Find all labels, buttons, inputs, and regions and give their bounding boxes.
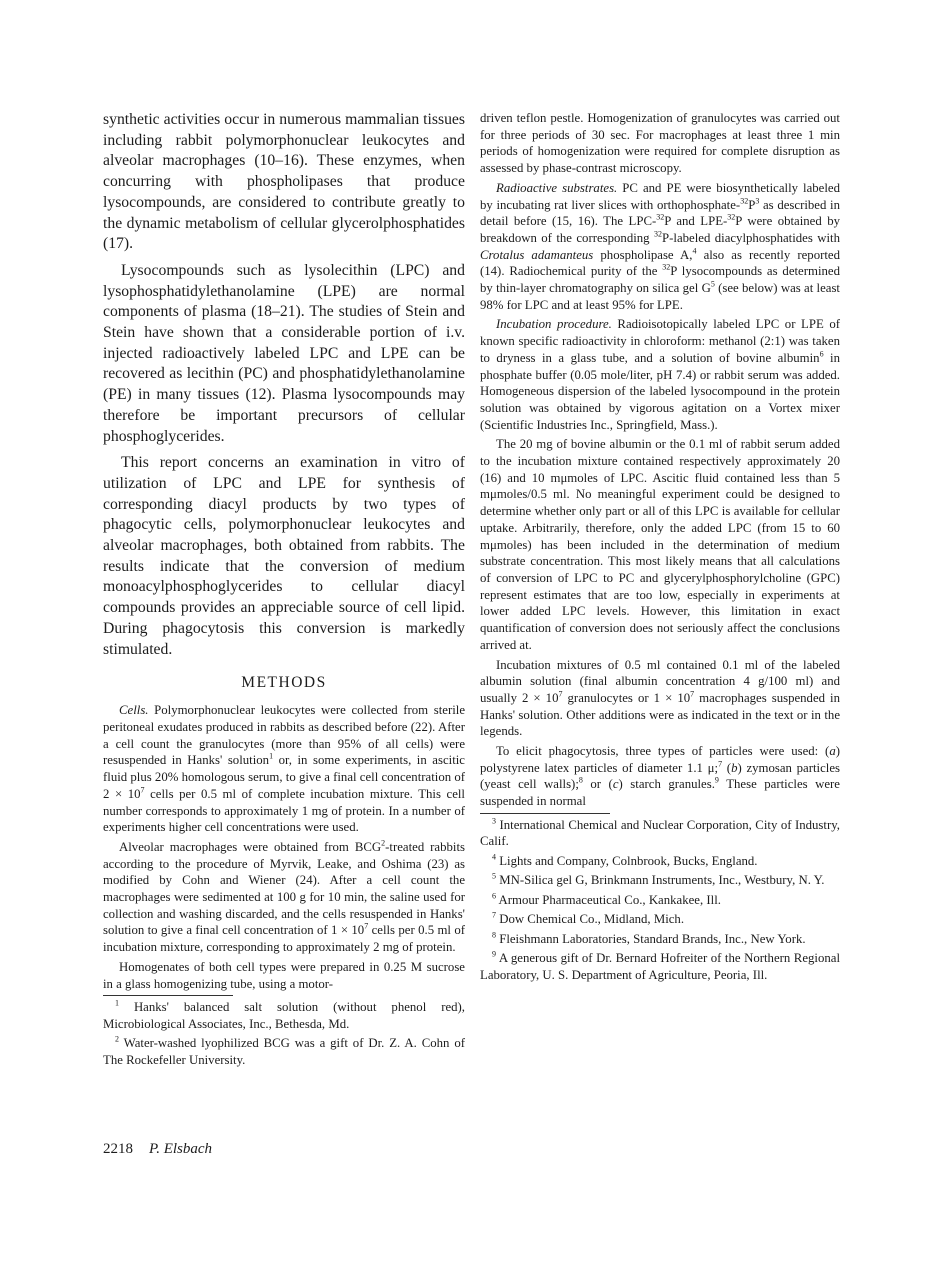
alveolar-paragraph: Alveolar macrophages were obtained from BCG$^2$-treated rabbits according to the procedure of Myrvik, Leake, and Oshima (23) as modified by Cohn and Wiener (24). After a cell count the macrophages were sedimented at 100 g for 10 min, the saline used for collection and washing discarded, and the cells resuspended in Hanks' solution to give a final cell concentration of $1 \times 10^7$ cells per 0.5 ml of incubation mixture, corresponding to approximately 2 mg of protein. — [103, 838, 465, 955]
footnote-divider — [103, 995, 233, 996]
left-column — [103, 110, 465, 1071]
footnote-ref: 5 — [710, 279, 715, 289]
footnote: $^9$ A generous gift of Dr. Bernard Hofreiter of the Northern Regional Laboratory, U. S. Department of Agriculture, Peoria, Ill. — [480, 950, 841, 982]
running-author: P. Elsbach — [149, 1141, 213, 1157]
footnote: $^5$ MN-Silica gel G, Brinkmann Instruments, Inc., Westbury, N. Y. — [492, 872, 825, 888]
footnote: $^3$ International Chemical and Nuclear Corporation, City of Industry, Calif. — [480, 816, 840, 849]
footnote-ref: 1 — [269, 752, 274, 762]
right-column — [480, 110, 840, 986]
footnote: $^2$ Water-washed lyophilized BCG was a gift of Dr. Z. A. Cohn of The Rockefeller University. — [103, 1034, 466, 1067]
footnote-ref: 3 — [755, 196, 760, 206]
mixture-paragraph: Incubation mixtures of 0.5 ml contained 0.1 ml of the labeled albumin solution (final albumin concentration 4 g/100 ml) and usually $2 \times 10^7$ granulocytes or $1 \times 10^7$ macrophages suspended in Hanks' solution. Other additions were as indicated in the text or in the legends. — [480, 657, 841, 739]
footnote-ref: 9 — [714, 776, 719, 786]
phagocytosis-paragraph: To elicit phagocytosis, three types of particles were used: (a) polystyrene latex particles of diameter 1.1 μ;$^7$ (b) zymosan particles (yeast cell walls);$^8$ or (c) starch granules.$^9$ These particles were suspended in normal — [480, 744, 841, 809]
radioactive-substrates-paragraph: Radioactive substrates. PC and PE were biosynthetically labeled by incubating rat liver slices with orthophosphate-$^{32}P^3$ as described in detail before (15, 16). The LPC-$^{32}$P and LPE-$^{32}$P were obtained by breakdown of the corresponding $^{32}$P-labeled diacylphosphatides with Crotalus adamanteus phospholipase A,$^4$ also as recently reported (14). Radiochemical purity of the $^{32}$P lysocompounds as determined by thin-layer chromatography on silica gel $G^5$ (see below) was at least 98% for LPC and at least 95% for LPE. — [480, 180, 841, 312]
footnote-ref: 6 — [819, 349, 824, 359]
footnote-ref: 8 — [578, 776, 583, 786]
page-number: 2218 — [103, 1141, 133, 1157]
footnote: $^7$ Dow Chemical Co., Midland, Mich. — [492, 911, 685, 927]
footnote: $^4$ Lights and Company, Colnbrook, Bucks, England. — [492, 852, 758, 868]
cells-paragraph: Cells. Polymorphonuclear leukocytes were collected from sterile peritoneal exudates produced in rabbits as described before (22). After a cell count the granulocytes (more than 95% of all cells) were resuspended in Hanks' solution$^1$ or, in some experiments, in ascitic fluid plus 20% homologous serum, to give a final cell concentration of $2 \times 10^7$ cells per 0.5 ml of complete incubation mixture. This cell number corresponds to approximately 1 mg of protein. In a number of experiments higher cell concentrations were used. — [103, 703, 465, 835]
footnote-ref: 2 — [381, 838, 386, 848]
methods-heading: METHODS — [241, 674, 327, 692]
incubation-paragraph: Incubation procedure. Radioisotopically labeled LPC or LPE of known specific radioactivity in chloroform: methanol (2:1) was taken to dryness in a glass tube, and a solution of bovine albumin$^6$ in phosphate buffer (0.05 mole/liter, pH 7.4) or rabbit serum was added. Homogeneous dispersion of the labeled lysocompound in the protein solution was obtained by vigorous agitation on a Vortex mixer (Scientific Industries Inc., Springfield, Mass.). — [480, 317, 841, 432]
footnote: $^1$ Hanks' balanced salt solution (without phenol red), Microbiological Associates, Inc., Bethesda, Md. — [103, 998, 465, 1031]
incubation-subheading: Incubation procedure. — [496, 317, 612, 332]
radio-subheading: Radioactive substrates. — [496, 180, 618, 195]
page-footer — [103, 1141, 212, 1158]
intro-paragraph: Lysocompounds such as lysolecithin (LPC) and lysophosphatidylethanolamine (LPE) are normal components of plasma (18–21). The studies of Stein and Stein have shown that a considerable portion of i.v. injected radioactively labeled LPC and LPE can be recovered as lecithin (PC) and phosphatidylethanolamine (PE) in many tissues (12). Plasma lysocompounds may therefore be important precursors of cellular phosphoglycerides. — [103, 261, 465, 445]
albumin-paragraph: The 20 mg of bovine albumin or the 0.1 ml of rabbit serum added to the incubation mixture contained respectively approximately 20 (16) and 10 mμmoles of LPC. Ascitic fluid contained less than 5 mμmoles/0.5 ml. No meaningful experiment could be designed to determine whether only part or all of this LPC is available for cellular uptake. Arbitrarily, therefore, only the added LPC (from 15 to 60 mμmoles) has been included in the determination of medium substrate concentration. This most likely means that all calculations of conversion of LPC to PC and glycerylphosphorylcholine (GPC) represent estimates that are too low, especially in experiments at lower added LPC levels. However, this limitation in exact quantification of conversion does not seriously affect the conclusions arrived at. — [480, 437, 840, 652]
intro-paragraph: synthetic activities occur in numerous mammalian tissues including rabbit polymorphonuclear leukocytes and alveolar macrophages (10–16). These enzymes, when concurring with phospholipases that produce lysocompounds, are considered to contribute greatly to the dynamic metabolism of cellular glycerolphosphatides (17). — [103, 111, 465, 253]
footnote-ref: 4 — [692, 246, 697, 256]
homogenates-paragraph: Homogenates of both cell types were prepared in 0.25 M sucrose in a glass homogenizing tube, using a motor- — [103, 959, 465, 991]
intro-paragraph: This report concerns an examination in vitro of utilization of LPC and LPE for synthesis of corresponding diacyl products by two types of phagocytic cells, polymorphonuclear leukocytes and alveolar macrophages, both obtained from rabbits. The results indicate that the conversion of medium monoacylphosphoglycerides to cellular diacyl compounds provides an appreciable source of cell lipid. During phagocytosis this conversion is markedly stimulated. — [103, 454, 465, 658]
footnote-ref: 7 — [718, 759, 723, 769]
homogenization-paragraph: driven teflon pestle. Homogenization of granulocytes was carried out for three periods of 30 sec. For macrophages at least three 1 min periods of homogenization were required for complete disruption as assessed by phase-contrast microscopy. — [480, 111, 840, 176]
footnote: $^6$ Armour Pharmaceutical Co., Kankakee, Ill. — [492, 891, 721, 907]
footnote-divider — [480, 813, 610, 814]
footnote: $^8$ Fleishmann Laboratories, Standard Brands, Inc., New York. — [492, 930, 806, 946]
cells-subheading: Cells. — [119, 703, 149, 718]
